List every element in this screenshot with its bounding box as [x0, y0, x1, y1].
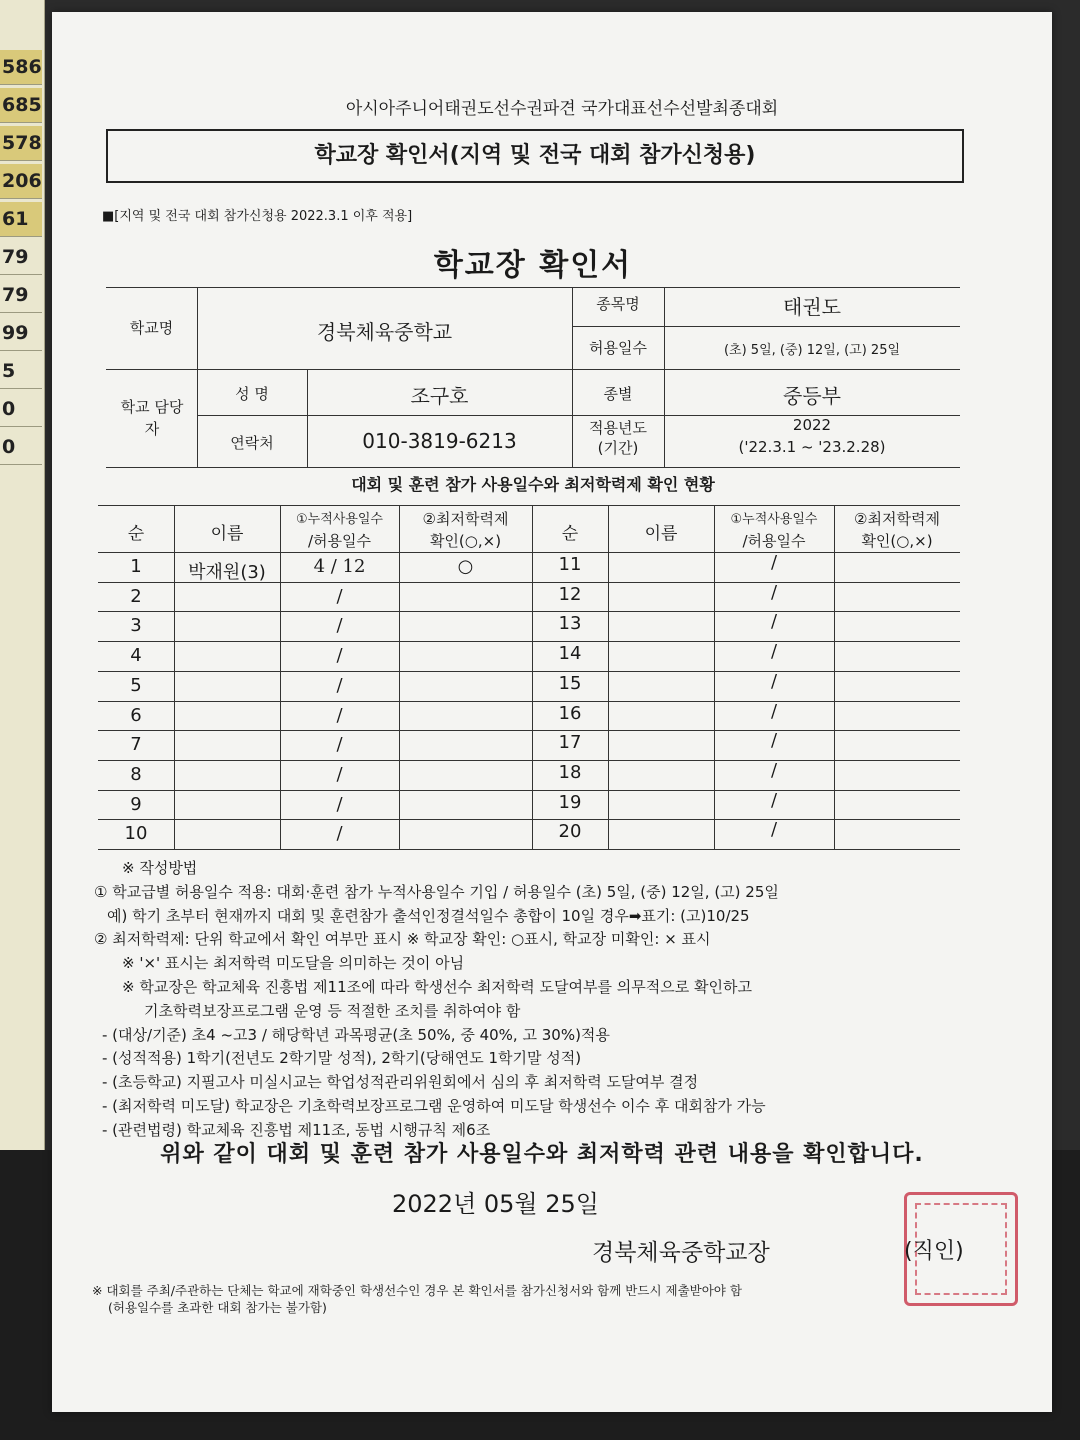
row-days: / [770, 789, 778, 811]
row-number: 12 [558, 583, 582, 605]
row-days: / [770, 581, 778, 603]
side-strip-number: 586 [0, 50, 42, 85]
document-sheet [52, 12, 1052, 1412]
instruction-line: - (초등학교) 지필고사 미실시교는 학업성적관리위원회에서 심의 후 최저학력 도달여부 결정 [102, 1073, 699, 1092]
col-check-left-1: ②최저학력제 [422, 510, 509, 528]
row-check: ○ [457, 556, 474, 577]
footnote [92, 1282, 742, 1316]
section-title: 대회 및 훈련 참가 사용일수와 최저학력제 확인 현황 [351, 475, 715, 494]
row-days: / [770, 641, 778, 663]
instruction-line: - (성적적용) 1학기(전년도 2학기말 성적), 2학기(당해연도 1학기말 성적) [102, 1049, 582, 1068]
instruction-line: - (대상/기준) 초4 ~고3 / 해당학년 과목평균(초 50%, 중 40%, 고 30%)적용 [102, 1025, 610, 1044]
row-number: 13 [558, 613, 582, 635]
row-days: / [336, 704, 343, 726]
row-number: 6 [130, 704, 142, 726]
row-days: / [336, 734, 343, 756]
row-days: / [336, 823, 343, 845]
side-strip-number: 99 [0, 316, 42, 351]
year-label: 적용년도 (기간) [589, 419, 647, 457]
sport-value: 태권도 [783, 295, 841, 319]
contact-label: 연락처 [230, 434, 274, 452]
row-days: / [770, 819, 778, 841]
row-number: 5 [130, 674, 142, 696]
instruction-line: ※ 작성방법 [122, 859, 198, 877]
side-strip-number: 5 [0, 354, 42, 389]
row-number: 8 [130, 763, 142, 785]
confirmation-statement: 위와 같이 대회 및 훈련 참가 사용일수와 최저학력 관련 내용을 확인합니다. [160, 1142, 924, 1167]
side-strip-number: 0 [0, 430, 42, 465]
division-label: 종별 [603, 385, 633, 403]
days-value: (초) 5일, (중) 12일, (고) 25일 [723, 343, 901, 358]
name-value: 조구호 [410, 384, 469, 408]
instruction-line: - (최저학력 미도달) 학교장은 기초학력보장프로그램 운영하여 미도달 학생선수 이수 후 대회참가 가능 [102, 1097, 766, 1115]
side-strip-number: 0 [0, 392, 42, 427]
row-number: 19 [558, 791, 582, 813]
instruction-line: ※ 학교장은 학교체육 진흥법 제11조에 따라 학생선수 최저학력 도달여부를 의무적으로 확인하고 [122, 978, 752, 996]
school-value: 경북체육중학교 [316, 320, 453, 344]
row-number: 15 [558, 672, 582, 694]
row-number: 17 [558, 732, 582, 754]
days-label: 허용일수 [589, 339, 647, 357]
side-strip-number: 685 [0, 88, 42, 123]
side-strip-number: 206 [0, 164, 42, 199]
row-number: 7 [130, 734, 142, 756]
row-days: / [770, 552, 778, 573]
col-check-right-1: ②최저학력제 [854, 510, 940, 528]
row-number: 14 [558, 643, 582, 665]
sport-label: 종목명 [596, 295, 640, 313]
col-days-left-2: /허용일수 [307, 532, 371, 550]
col-no-left: 순 [127, 524, 145, 544]
side-strip-number: 79 [0, 278, 42, 313]
contact-value: 010-3819-6213 [362, 429, 517, 453]
instruction-line: - (관련법령) 학교체육 진흥법 제11조, 동법 시행규칙 제6조 [102, 1120, 491, 1139]
row-days: 4 / 12 [313, 556, 366, 577]
seal-label: (직인) [904, 1239, 964, 1264]
col-name-left: 이름 [210, 524, 244, 544]
row-days: / [336, 793, 343, 815]
row-days: / [770, 670, 778, 692]
row-days: / [770, 611, 778, 633]
side-strip-number: 61 [0, 202, 42, 237]
name-label: 성 명 [235, 385, 269, 403]
row-number: 11 [558, 554, 582, 575]
instruction-line: ※ '×' 표시는 최저학력 미도달을 의미하는 것이 아님 [122, 954, 465, 973]
principal-name: 경북체육중학교장 [592, 1240, 770, 1266]
instruction-line: 기초학력보장프로그램 운영 등 적절한 조치를 취하여야 함 [144, 1001, 521, 1020]
row-number: 9 [130, 793, 142, 815]
col-days-left-1: ①누적사용일수 [295, 512, 383, 527]
period-value: ('22.3.1 ~ '23.2.28) [738, 438, 886, 456]
side-strip-number: 79 [0, 240, 42, 275]
col-check-right-2: 확인(○,×) [861, 532, 933, 550]
row-number: 16 [558, 702, 582, 724]
manager-label: 학교 담당자 [120, 398, 184, 438]
box-title: 학교장 확인서(지역 및 전국 대회 참가신청용) [106, 129, 964, 183]
instruction-line: 예) 학기 초부터 현재까지 대회 및 훈련참가 출석인정결석일수 총합이 10일 경우➡표기: (고)10/25 [107, 906, 750, 925]
row-number: 18 [558, 761, 582, 783]
row-number: 3 [130, 615, 142, 637]
row-number: 10 [124, 823, 148, 845]
division-value: 중등부 [783, 384, 841, 408]
row-days: / [770, 730, 778, 752]
row-days: / [336, 674, 343, 696]
event-title: 아시아주니어태권도선수권파견 국가대표선수선발최종대회 [345, 99, 779, 119]
row-days: / [770, 700, 778, 722]
row-number: 20 [558, 821, 582, 843]
row-days: / [336, 585, 343, 607]
applicability-note: ■[지역 및 전국 대회 참가신청용 2022.3.1 이후 적용] [102, 209, 413, 224]
col-no-right: 순 [561, 524, 579, 544]
row-days: / [336, 615, 343, 637]
instruction-line: ② 최저학력제: 단위 학교에서 확인 여부만 표시 ※ 학교장 확인: ○표시, 학교장 미확인: × 표시 [94, 930, 711, 949]
row-days: / [336, 763, 343, 785]
side-strip-number: 578 [0, 126, 42, 161]
side-paper-strip [0, 0, 45, 1150]
row-days: / [770, 759, 778, 781]
row-days: / [336, 645, 343, 667]
row-number: 2 [130, 585, 142, 607]
col-days-right-2: /허용일수 [742, 532, 806, 550]
row-name: 박재원(3) [188, 562, 266, 583]
school-label: 학교명 [129, 319, 174, 337]
row-number: 1 [130, 556, 142, 577]
col-check-left-2: 확인(○,×) [429, 532, 502, 550]
footnote-line-1: ※ 대회를 주최/주관하는 단체는 학교에 재학중인 학생선수인 경우 본 확인서를 참가신청서와 함께 반드시 제출받아야 함 [92, 1283, 742, 1298]
row-number: 4 [130, 645, 142, 667]
footnote-line-2: (허용일수를 초과한 대회 참가는 불가함) [108, 1300, 327, 1315]
document-title: 학교장 확인서 [433, 248, 633, 283]
col-name-right: 이름 [644, 524, 678, 544]
col-days-right-1: ①누적사용일수 [730, 512, 818, 527]
instruction-line: ① 학교급별 허용일수 적용: 대회·훈련 참가 누적사용일수 기입 / 허용일수 (초) 5일, (중) 12일, (고) 25일 [94, 882, 779, 901]
issue-date: 2022년 05월 25일 [392, 1190, 599, 1218]
year-value: 2022 [792, 416, 832, 434]
